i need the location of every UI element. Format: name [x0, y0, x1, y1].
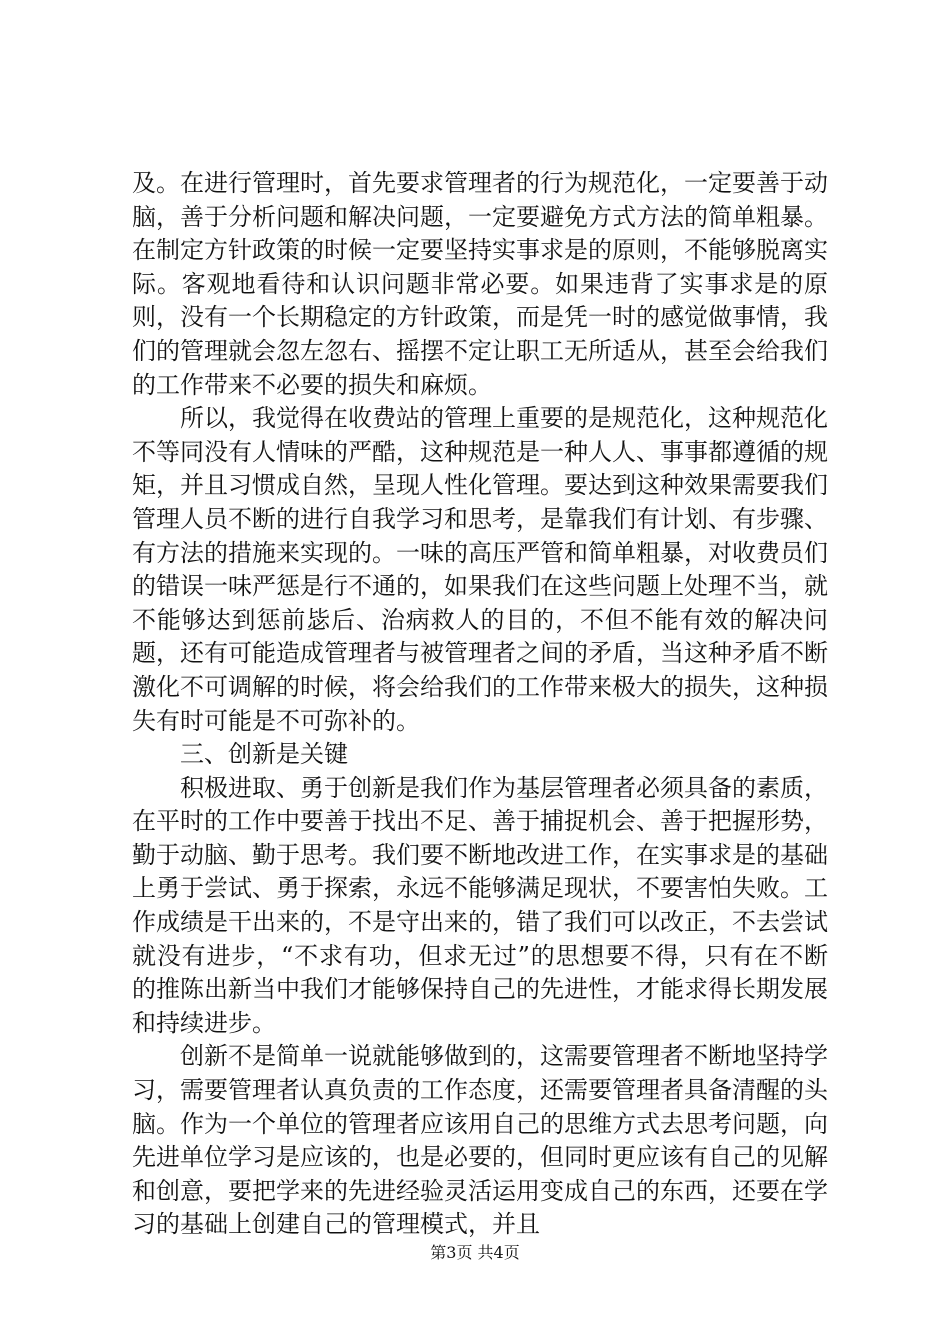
paragraph-innovation-learning: 创新不是简单一说就能够做到的，这需要管理者不断地坚持学习，需要管理者认真负责的工作态度，还需要管理者具备清醒的头脑。作为一个单位的管理者应该用自己的思维方式去思考问题，向先进单位学习是应该的，也是必要的，但同时更应该有自己的见解和创意，要把学来的先进经验灵活运用变成自己的东西，还要在学习的基础上创建自己的管理模式，并且	[132, 1042, 828, 1239]
paragraph-innovation: 积极进取、勇于创新是我们作为基层管理者必须具备的素质，在平时的工作中要善于找出不足、善于捕捉机会、善于把握形势，勤于动脑、勤于思考。我们要不断地改进工作，在实事求是的基础上勇于尝试、勇于探索，永远不能够满足现状，不要害怕失败。工作成绩是干出来的，不是守出来的，错了我们可以改正，不去尝试就没有进步，“不求有功，但求无过”的思想要不得，只有在不断的推陈出新当中我们才能够保持自己的先进性，才能求得长期发展和持续进步。	[132, 773, 828, 1037]
paragraph-standardization: 所以，我觉得在收费站的管理上重要的是规范化，这种规范化不等同没有人情味的严酷，这种规范是一种人人、事事都遵循的规矩，并且习惯成自然，呈现人性化管理。要达到这种效果需要我们管理人员不断的进行自我学习和思考，是靠我们有计划、有步骤、有方法的措施来实现的。一味的高压严管和简单粗暴，对收费员们的错误一味严惩是行不通的，如果我们在这些问题上处理不当，就不能够达到惩前毖后、治病救人的目的，不但不能有效的解决问题，还有可能造成管理者与被管理者之间的矛盾，当这种矛盾不断激化不可调解的时候，将会给我们的工作带来极大的损失，这种损失有时可能是不可弥补的。	[132, 404, 828, 735]
paragraph-continuation: 及。在进行管理时，首先要求管理者的行为规范化，一定要善于动脑，善于分析问题和解决问题，一定要避免方式方法的简单粗暴。在制定方针政策的时候一定要坚持实事求是的原则，不能够脱离实际。客观地看待和认识问题非常必要。如果违背了实事求是的原则，没有一个长期稳定的方针政策，而是凭一时的感觉做事情，我们的管理就会忽左忽右、摇摆不定让职工无所适从，甚至会给我们的工作带来不必要的损失和麻烦。	[132, 169, 828, 399]
section-heading: 三、创新是关键	[180, 740, 348, 769]
document-body	[132, 167, 828, 1242]
page-footer: 第3页 共4页	[430, 1243, 520, 1262]
